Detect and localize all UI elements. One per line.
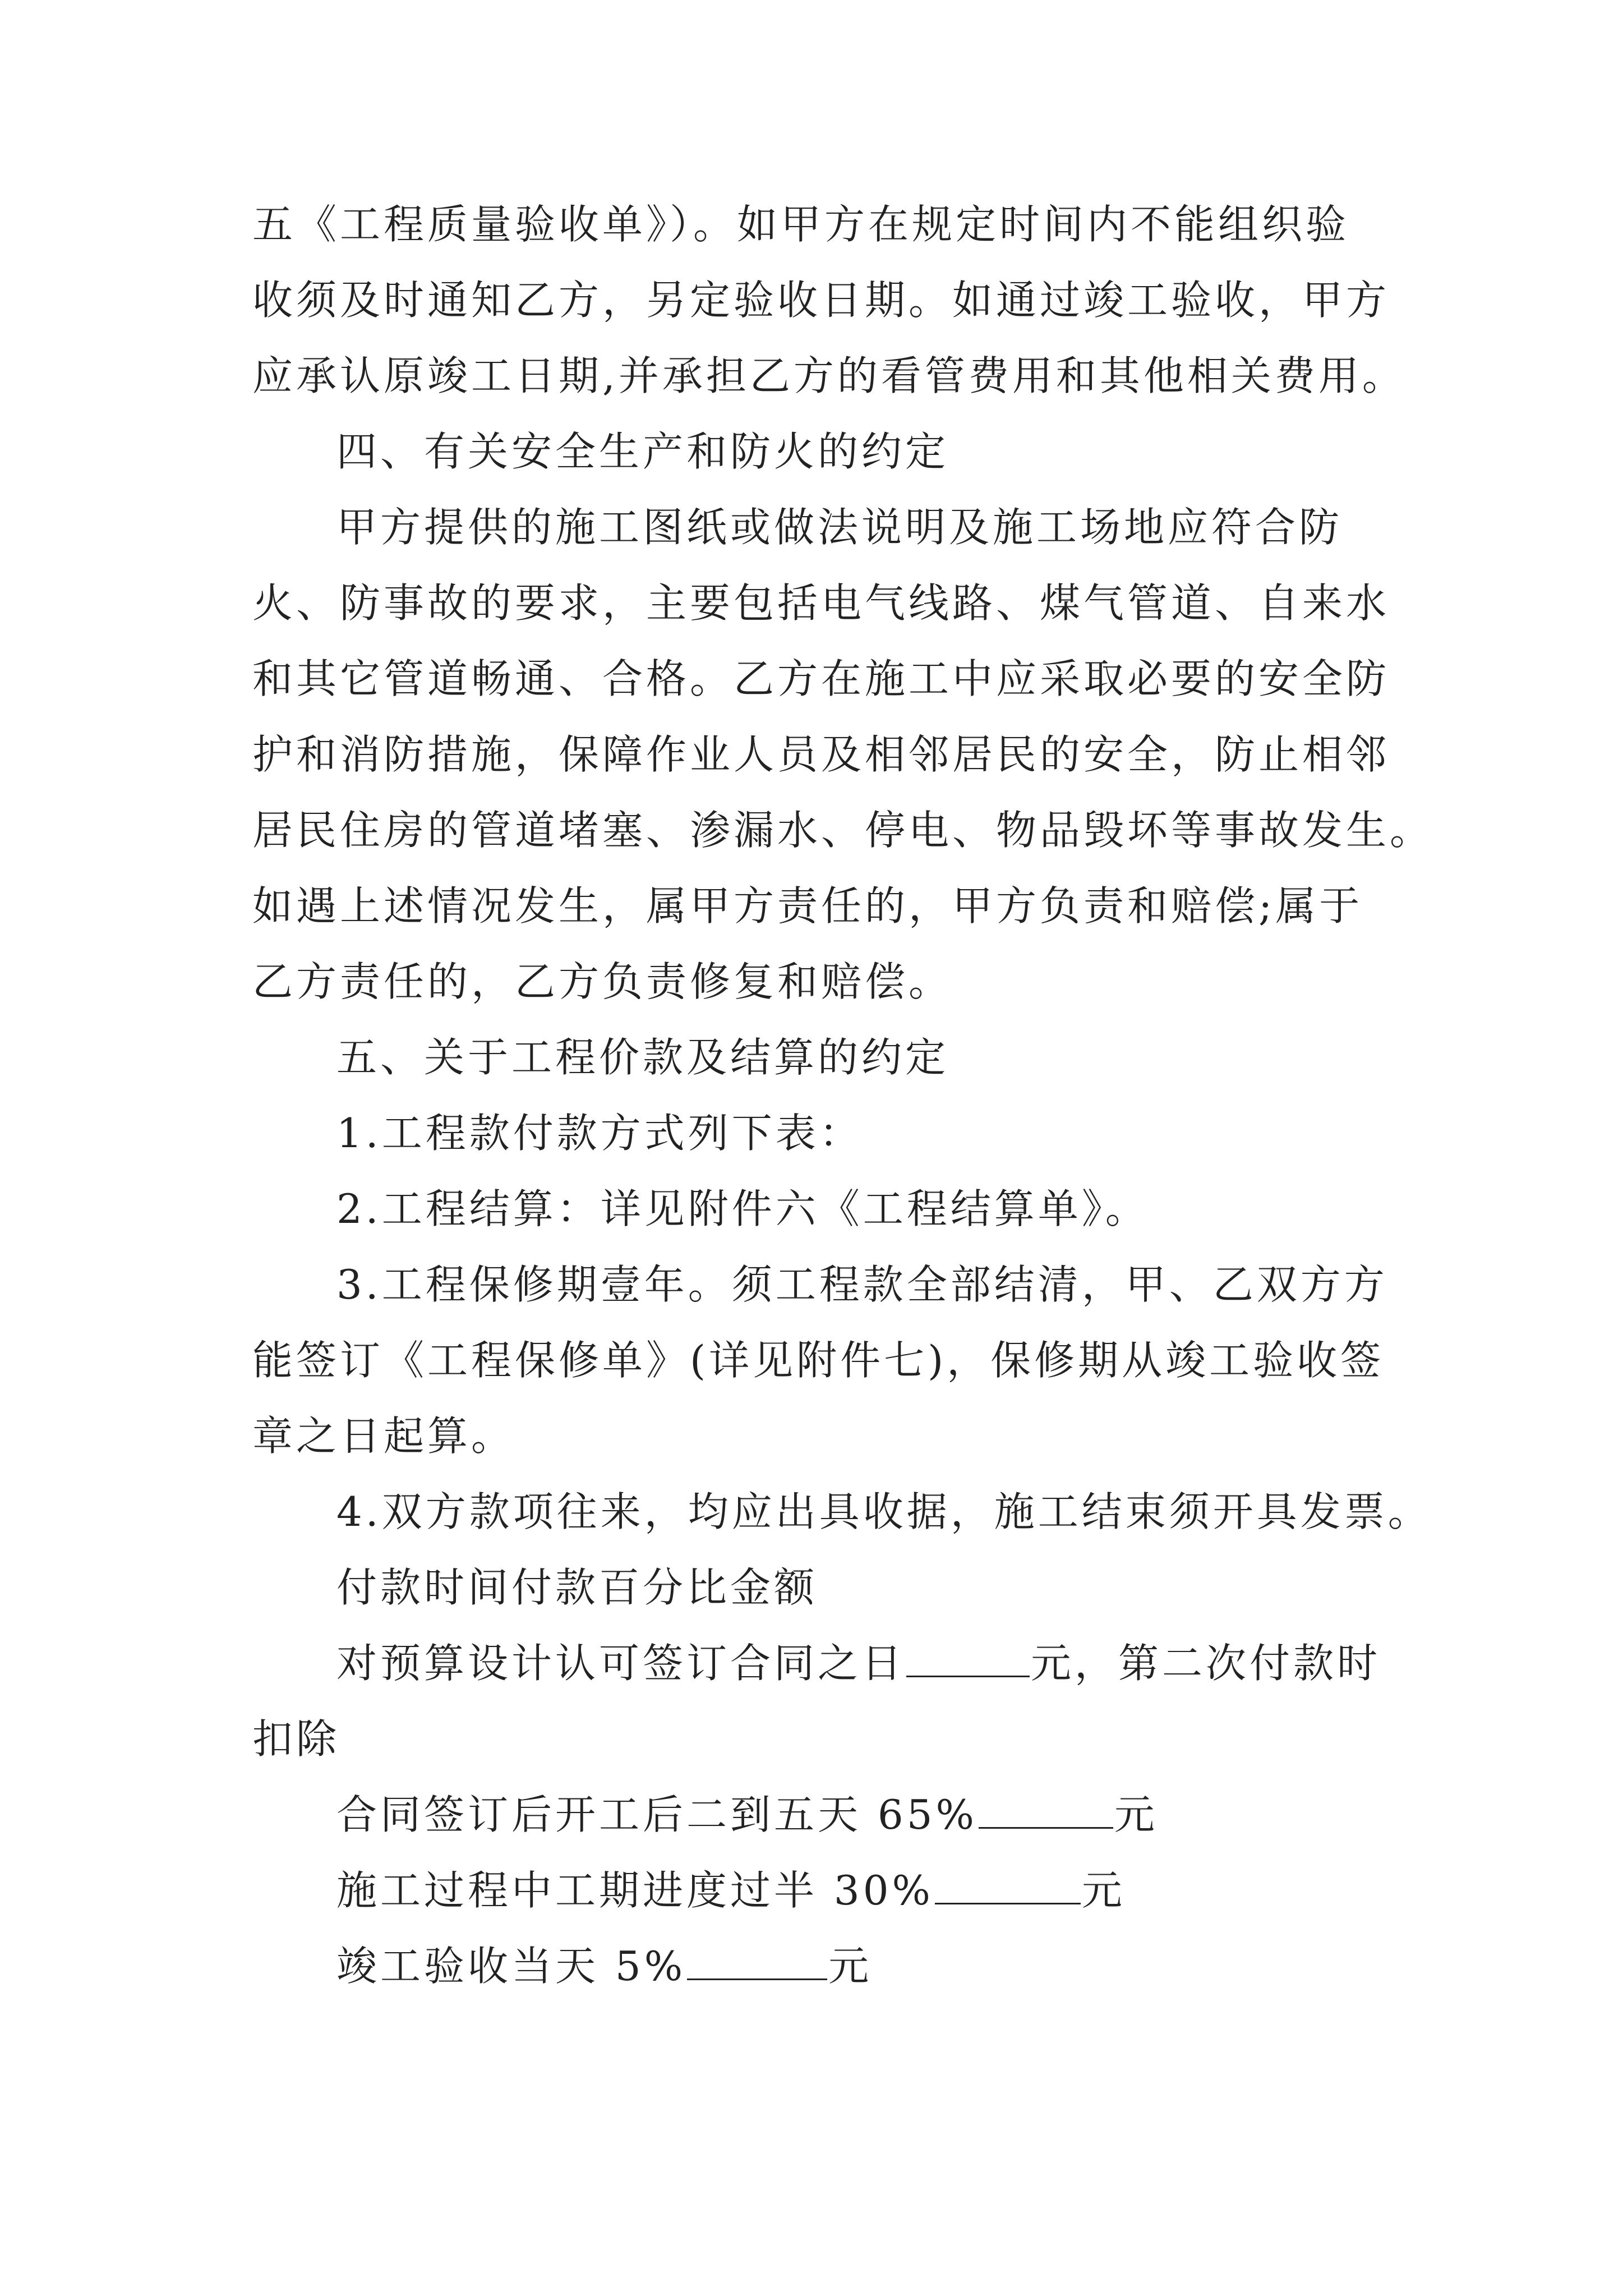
amount-blank-3 — [935, 1869, 1081, 1904]
text-line-9: 居民住房的管道堵塞、渗漏水、停电、物品毁坏等事故发生。 — [252, 807, 1434, 854]
payment-row-1-label: 对预算设计认可签订合同之日 — [336, 1640, 906, 1687]
amount-blank-1 — [906, 1642, 1030, 1677]
text-line-15: 3.工程保修期壹年。须工程款全部结清，甲、乙双方方 — [336, 1261, 1388, 1308]
payment-row-4-label: 竣工验收当天 5% — [336, 1943, 686, 1990]
text-line-16: 能签订《工程保修单》(详见附件七)，保修期从竣工验收签 — [252, 1337, 1385, 1384]
payment-row-2 — [336, 1787, 1158, 1843]
text-line-11: 乙方责任的，乙方负责修复和赔偿。 — [252, 958, 953, 1005]
payment-row-2-label: 合同签订后开工后二到五天 65% — [336, 1791, 978, 1838]
payment-row-3 — [336, 1862, 1126, 1918]
text-line-17: 章之日起算。 — [252, 1412, 515, 1460]
text-line-13: 1.工程款付款方式列下表： — [336, 1110, 863, 1157]
text-line-6: 火、防事故的要求，主要包括电气线路、煤气管道、自来水 — [252, 579, 1390, 627]
payment-row-1 — [336, 1635, 1381, 1691]
payment-row-4 — [336, 1938, 872, 1994]
text-line-1: 五《工程质量验收单》）。如甲方在规定时间内不能组织验 — [252, 201, 1350, 248]
text-line-5: 甲方提供的施工图纸或做法说明及施工场地应符合防 — [336, 504, 1343, 551]
section-heading-safety: 四、有关安全生产和防火的约定 — [336, 428, 949, 475]
payment-table-header: 付款时间付款百分比金额 — [336, 1564, 818, 1611]
amount-blank-2 — [979, 1793, 1113, 1829]
payment-row-1-continued: 扣除 — [252, 1715, 340, 1763]
payment-row-2-suffix: 元 — [1114, 1791, 1158, 1838]
text-line-8: 护和消防措施，保障作业人员及相邻居民的安全，防止相邻 — [252, 731, 1390, 778]
text-line-10: 如遇上述情况发生，属甲方责任的，甲方负责和赔偿;属于 — [252, 882, 1363, 930]
text-line-2: 收须及时通知乙方，另定验收日期。如通过竣工验收，甲方 — [252, 277, 1390, 324]
payment-row-3-label: 施工过程中工期进度过半 30% — [336, 1867, 934, 1914]
text-line-18: 4.双方款项往来，均应出具收据，施工结束须开具发票。 — [336, 1488, 1432, 1535]
text-line-7: 和其它管道畅通、合格。乙方在施工中应采取必要的安全防 — [252, 655, 1390, 702]
amount-blank-4 — [687, 1945, 827, 1980]
text-line-3: 应承认原竣工日期,并承担乙方的看管费用和其他相关费用。 — [252, 352, 1406, 399]
section-heading-payment: 五、关于工程价款及结算的约定 — [336, 1034, 949, 1081]
payment-row-3-suffix: 元 — [1081, 1867, 1126, 1914]
text-line-14: 2.工程结算：详见附件六《工程结算单》。 — [336, 1185, 1149, 1232]
payment-row-1-suffix: 元，第二次付款时 — [1031, 1640, 1381, 1687]
payment-row-4-suffix: 元 — [828, 1943, 873, 1990]
